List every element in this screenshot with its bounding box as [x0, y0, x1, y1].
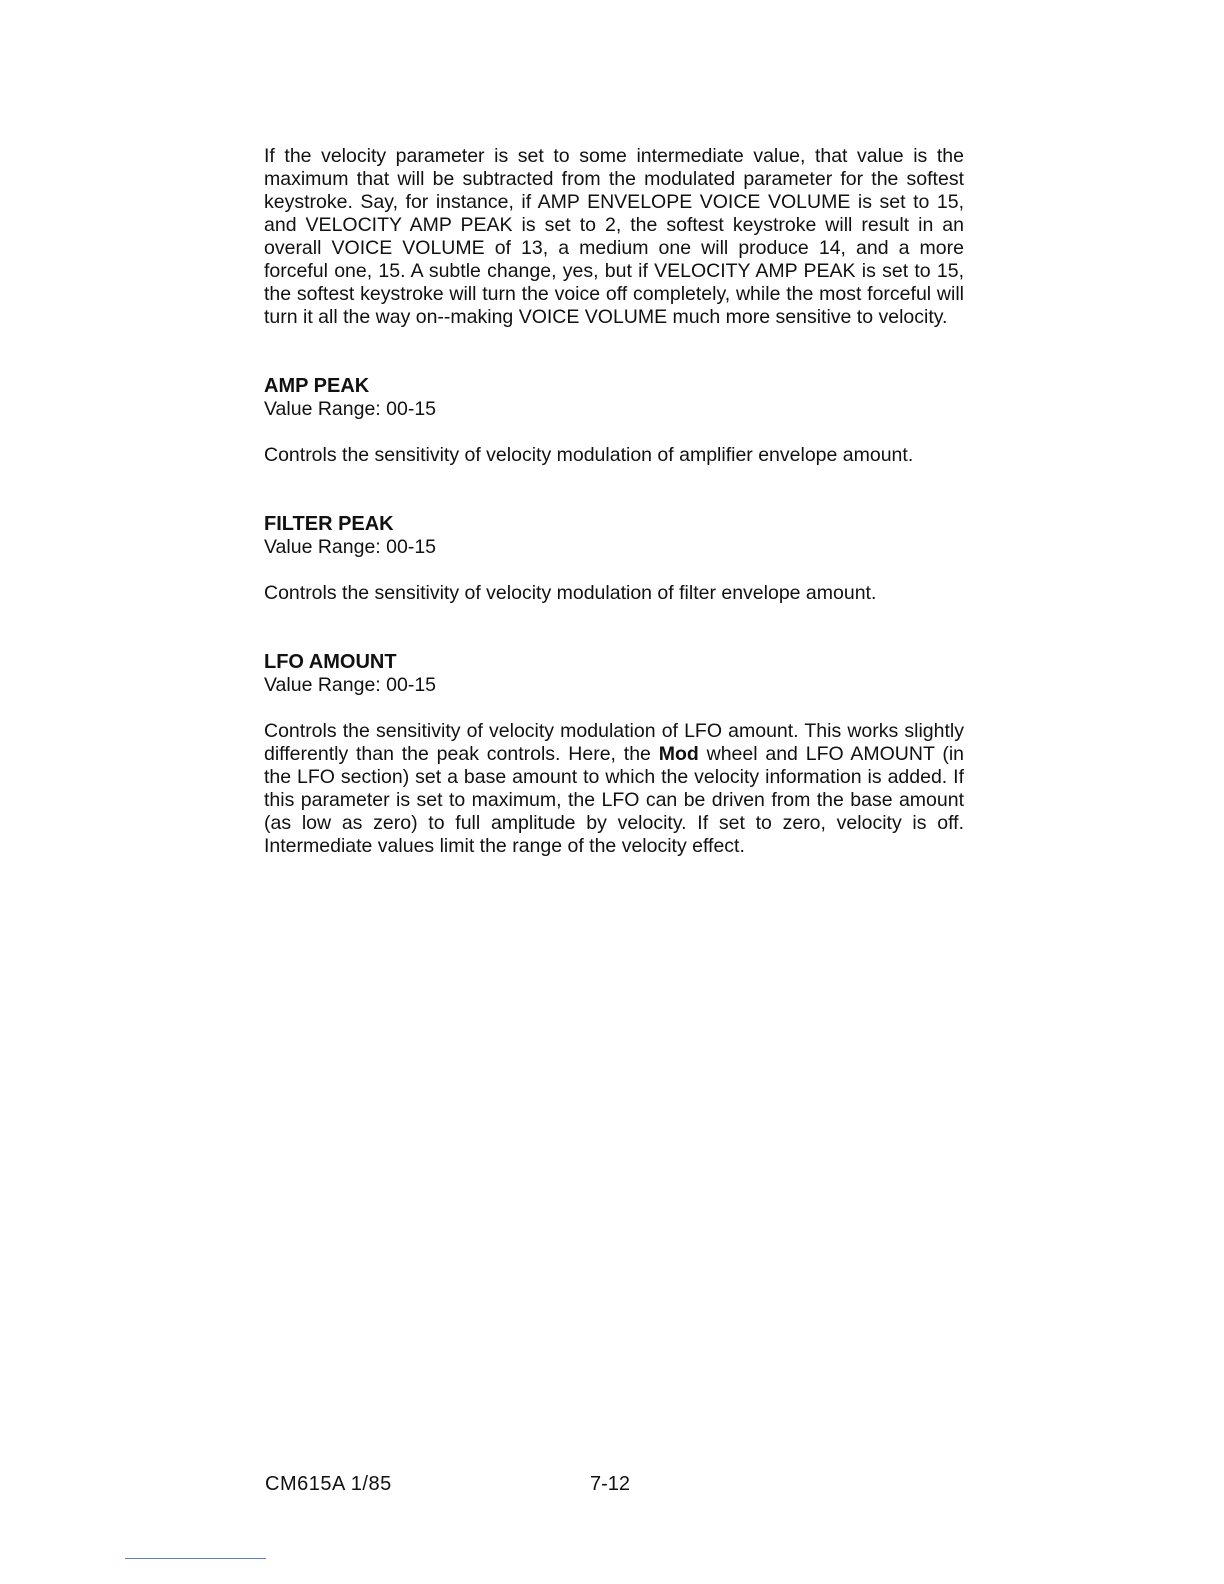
amp-peak-description: Controls the sensitivity of velocity modulation of amplifier envelope amount.: [264, 444, 914, 466]
filter-peak-description: Controls the sensitivity of velocity modulation of filter envelope amount.: [264, 582, 877, 604]
mod-wheel-term: Mod: [658, 743, 699, 765]
amp-peak-heading: AMP PEAK: [264, 375, 370, 397]
lfo-amount-section: [264, 651, 964, 858]
footer-document-code: CM615A 1/85: [265, 1473, 392, 1495]
page-content: [264, 145, 964, 904]
lfo-amount-description-part-2: wheel and LFO AMOUNT (in the LFO section) set a base amount to which the velocity information is added. If this parameter is set to maximum, the LFO can be driven from the base amount (as low as zero) to full amplitude by velocity. If set to zero, velocity is off. Intermediate values limit the range of the velocity effect.: [264, 743, 965, 857]
footer-page-number: 7-12: [590, 1473, 631, 1495]
bottom-rule: [125, 1558, 266, 1559]
lfo-amount-value-range: Value Range: 00-15: [264, 674, 437, 696]
intro-paragraph: If the velocity parameter is set to some intermediate value, that value is the maximum that will be subtracted from the modulated parameter for the softest keystroke. Say, for instance, if AMP ENVELOPE VOICE VOLUME is set to 15, and VELOCITY AMP PEAK is set to 2, the softest keystroke will result in an overall VOICE VOLUME of 13, a medium one will produce 14, and a more forceful one, 15. A subtle change, yes, but if VELOCITY AMP PEAK is set to 15, the softest keystroke will turn the voice off completely, while the most forceful will turn it all the way on--making VOICE VOLUME much more sensitive to velocity.: [264, 145, 964, 328]
amp-peak-section: [264, 375, 964, 467]
lfo-amount-description: [264, 720, 964, 858]
filter-peak-value-range: Value Range: 00-15: [264, 536, 437, 558]
lfo-amount-description-part-1: Controls the sensitivity of velocity modulation of LFO amount. This works slightly differently than the peak controls. Here, the: [264, 720, 964, 765]
amp-peak-value-range: Value Range: 00-15: [264, 398, 437, 420]
filter-peak-heading: FILTER PEAK: [264, 513, 394, 535]
filter-peak-section: [264, 513, 964, 605]
lfo-amount-heading: LFO AMOUNT: [264, 651, 397, 673]
